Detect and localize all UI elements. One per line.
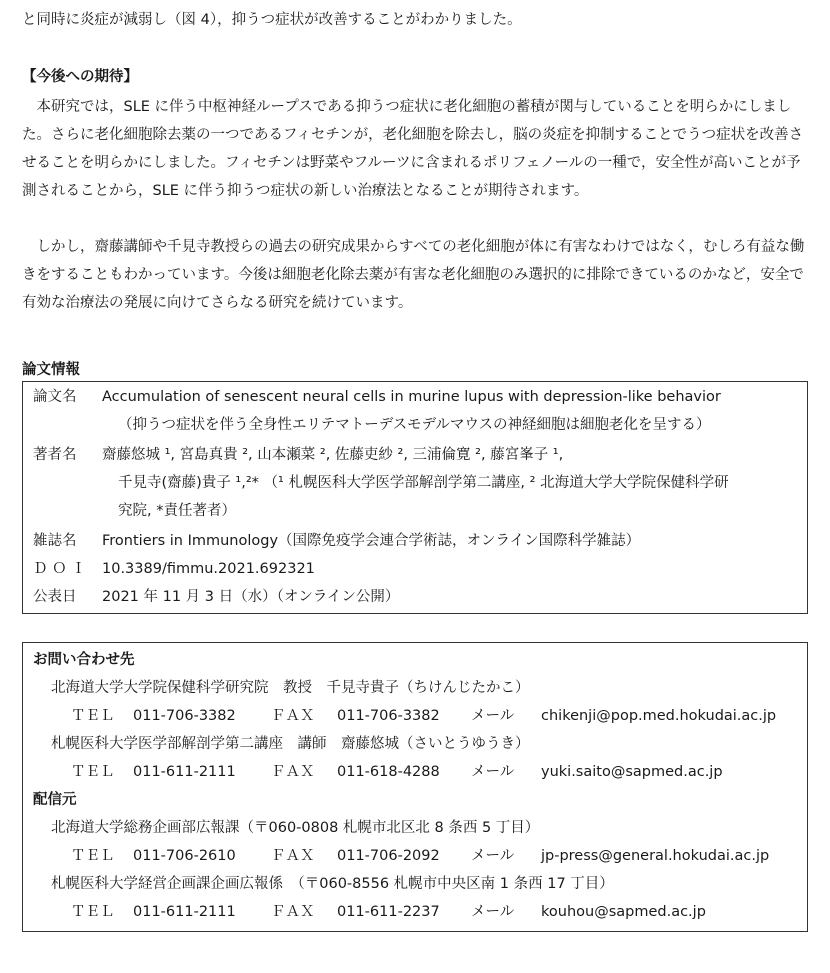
contact-person-1-phone-line xyxy=(71,703,801,729)
tel-label: ＴＥＬ xyxy=(71,708,115,724)
mail-label: メール xyxy=(471,848,515,864)
fax-label: ＦＡＸ xyxy=(271,764,315,780)
contact-person-1: 北海道大学大学院保健科学研究院 教授 千見寺貴子（ちけんじたかこ） xyxy=(51,680,530,696)
outlook-paragraph-2: しかし，齋藤講師や千見寺教授らの過去の研究成果からすべての老化細胞が体に有害なわけではなく，むしろ有益な働きをすることもわかっています。今後は細胞老化除去薬が有害な老化細胞のみ選択的に排除できているのかなど，安全で有効な治療法の発展に向けてさらなる研究を続けています。 xyxy=(22,239,805,311)
paper-title-label: 論文名 xyxy=(33,389,77,405)
outlook-heading: 【今後への期待】 xyxy=(22,69,138,85)
email-address[interactable]: jp-press@general.hokudai.ac.jp xyxy=(541,848,770,864)
fax-label: ＦＡＸ xyxy=(271,904,315,920)
paper-date: 2021 年 11 月 3 日（水）（オンライン公開） xyxy=(102,589,400,605)
paper-title-ja-row xyxy=(23,412,807,438)
fax-number: 011-706-3382 xyxy=(337,708,440,724)
distribution-org-2: 札幌医科大学経営企画課企画広報係 （〒060-8556 札幌市中央区南 1 条西 17 丁目） xyxy=(51,876,614,892)
paper-doi-row xyxy=(23,556,807,582)
paper-info-box xyxy=(22,381,808,614)
paper-doi[interactable]: 10.3389/fimmu.2021.692321 xyxy=(102,561,315,577)
mail-label: メール xyxy=(471,904,515,920)
fax-number: 011-611-2237 xyxy=(337,904,440,920)
tel-number: 011-611-2111 xyxy=(133,904,236,920)
contact-person-2-phone-line xyxy=(71,759,801,785)
paper-title-row xyxy=(23,384,807,410)
fax-number: 011-618-4288 xyxy=(337,764,440,780)
mail-label: メール xyxy=(471,708,515,724)
tel-number: 011-706-2610 xyxy=(133,848,236,864)
email-address[interactable]: chikenji@pop.med.hokudai.ac.jp xyxy=(541,708,777,724)
distribution-heading: 配信元 xyxy=(33,792,77,808)
distribution-org-1-phone-line xyxy=(71,843,801,869)
tel-label: ＴＥＬ xyxy=(71,764,115,780)
paper-doi-label: Ｄ Ｏ Ｉ xyxy=(33,561,86,577)
mail-label: メール xyxy=(471,764,515,780)
paper-date-row xyxy=(23,584,807,610)
contact-heading: お問い合わせ先 xyxy=(33,652,135,668)
email-address[interactable]: yuki.saito@sapmed.ac.jp xyxy=(541,764,723,780)
tel-number: 011-706-3382 xyxy=(133,708,236,724)
contact-box xyxy=(22,642,808,932)
paper-journal: Frontiers in Immunology（国際免疫学会連合学術誌，オンライン国際科学雑誌） xyxy=(102,533,641,549)
tel-label: ＴＥＬ xyxy=(71,904,115,920)
fax-label: ＦＡＸ xyxy=(271,708,315,724)
paper-authors-line3: 究院, *責任著者） xyxy=(118,503,236,519)
paper-authors-row xyxy=(23,442,807,468)
distribution-org-1: 北海道大学総務企画部広報課（〒060-0808 札幌市北区北 8 条西 5 丁目） xyxy=(51,820,540,836)
intro-text: と同時に炎症が減弱し（図 4），抑うつ症状が改善することがわかりました。 xyxy=(22,12,522,28)
fax-number: 011-706-2092 xyxy=(337,848,440,864)
paper-authors-row-2 xyxy=(23,470,807,496)
paper-authors-line2: 千見寺(齋藤)貴子 ¹,²* （¹ 札幌医科大学医学部解剖学第二講座, ² 北海道大学大学院保健科学研 xyxy=(118,475,729,491)
paper-authors-row-3 xyxy=(23,498,807,524)
contact-person-2: 札幌医科大学医学部解剖学第二講座 講師 齋藤悠城（さいとうゆうき） xyxy=(51,736,530,752)
email-address[interactable]: kouhou@sapmed.ac.jp xyxy=(541,904,706,920)
paper-journal-row xyxy=(23,528,807,554)
fax-label: ＦＡＸ xyxy=(271,848,315,864)
paper-title-en: Accumulation of senescent neural cells in murine lupus with depression-like behavior xyxy=(102,389,721,405)
tel-number: 011-611-2111 xyxy=(133,764,236,780)
tel-label: ＴＥＬ xyxy=(71,848,115,864)
paper-journal-label: 雑誌名 xyxy=(33,533,77,549)
outlook-paragraph-1: 本研究では，SLE に伴う中枢神経ループスである抑うつ症状に老化細胞の蓄積が関与していることを明らかにしました。さらに老化細胞除去薬の一つであるフィセチンが，老化細胞を除去し，脳の炎症を抑制することでうつ症状を改善させることを明らかにしました。フィセチンは野菜やフルーツに含まれるポリフェノールの一種で，安全性が高いことが予測されることから，SLE に伴う抑うつ症状の新しい治療法となることが期待されます。 xyxy=(22,99,804,199)
paper-authors-line1: 齋藤悠城 ¹, 宮島真貴 ², 山本瀬菜 ², 佐藤吏紗 ², 三浦倫寛 ², 藤宮峯子 ¹, xyxy=(102,447,564,463)
paper-date-label: 公表日 xyxy=(33,589,77,605)
paper-info-heading: 論文情報 xyxy=(22,362,80,378)
paper-authors-label: 著者名 xyxy=(33,447,77,463)
paper-title-ja: （抑うつ症状を伴う全身性エリテマトーデスモデルマウスの神経細胞は細胞老化を呈する） xyxy=(118,417,711,433)
distribution-org-2-phone-line xyxy=(71,899,801,925)
